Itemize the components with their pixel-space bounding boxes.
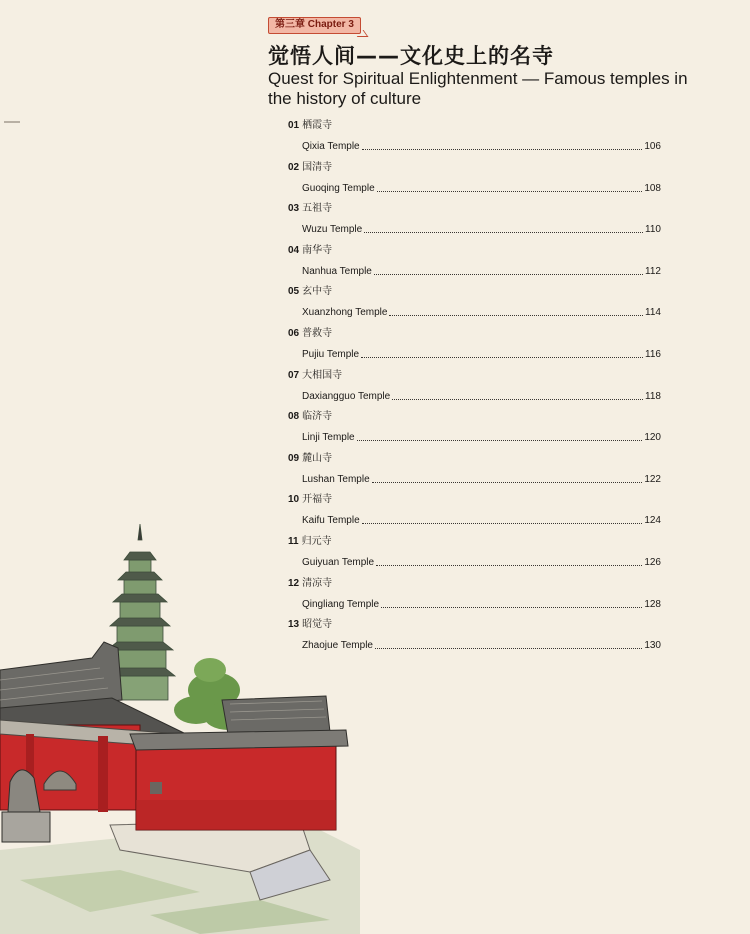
toc-page-number: 114 (645, 307, 661, 319)
toc-heading (288, 119, 332, 133)
toc-leader-dots (362, 148, 643, 150)
toc-english-name: Nanhua Temple (302, 265, 372, 277)
toc-number: 05 (288, 286, 300, 298)
toc-line (302, 430, 661, 444)
toc-page-number: 116 (645, 348, 661, 360)
toc-heading (288, 244, 332, 258)
toc-number: 02 (288, 161, 300, 173)
chapter-title-chinese: 觉悟人间——文化史上的名寺 (268, 44, 554, 68)
toc-entry[interactable] (288, 202, 660, 244)
toc-chinese-name: 五祖寺 (302, 203, 333, 215)
toc-number: 10 (288, 494, 300, 506)
toc-entry[interactable] (288, 410, 660, 452)
toc-chinese-name: 麓山寺 (302, 452, 333, 464)
toc-heading (288, 161, 332, 175)
toc-page-number: 130 (644, 640, 661, 652)
red-wall (0, 720, 348, 830)
toc-leader-dots (381, 606, 642, 608)
toc-chinese-name: 归元寺 (301, 535, 332, 547)
toc-page-number: 106 (644, 141, 661, 152)
toc-entry[interactable] (288, 244, 660, 286)
toc-number: 11 (288, 535, 299, 547)
toc-english-name: Xuanzhong Temple (302, 307, 388, 319)
toc-chinese-name: 大相国寺 (302, 369, 343, 381)
toc-entry[interactable] (288, 452, 660, 494)
chapter-tag: 第三章 Chapter 3 (268, 17, 361, 34)
toc-number: 03 (288, 203, 300, 215)
toc-leader-dots (361, 356, 643, 358)
toc-leader-dots (362, 522, 643, 524)
toc-english-name: Wuzu Temple (302, 224, 363, 236)
toc-english-name: Pujiu Temple (302, 348, 360, 360)
toc-chinese-name: 国清寺 (302, 161, 333, 173)
toc-english-name: Lushan Temple (302, 473, 370, 485)
toc-line (302, 139, 661, 153)
toc-english-name: Daxiangguo Temple (302, 390, 391, 402)
toc-heading (288, 285, 332, 299)
toc-entry[interactable] (288, 327, 660, 369)
toc-english-name: Linji Temple (302, 432, 355, 444)
toc-page-number: 122 (644, 473, 661, 485)
toc-heading (288, 202, 332, 216)
toc-english-name: Kaifu Temple (302, 515, 360, 527)
toc-leader-dots (392, 398, 643, 400)
toc-page-number: 108 (644, 182, 661, 194)
toc-heading (288, 493, 332, 507)
toc-leader-dots (377, 190, 643, 192)
toc-entry[interactable] (288, 369, 660, 411)
toc-line (302, 264, 661, 278)
toc-leader-dots (375, 647, 642, 649)
toc-english-name: Guiyuan Temple (302, 556, 375, 568)
toc-page-number: 118 (645, 390, 661, 402)
chapter-title-english: Quest for Spiritual Enlightenment — Famous temples in the history of culture (268, 69, 688, 108)
page-edge-mark (4, 121, 20, 123)
toc-line (302, 181, 661, 195)
toc-number: 01 (288, 120, 300, 131)
toc-number: 04 (288, 244, 300, 256)
toc-leader-dots (364, 231, 643, 233)
toc-heading (288, 410, 332, 424)
toc-heading (288, 369, 342, 383)
toc-chinese-name: 南华寺 (302, 244, 333, 256)
toc-entry[interactable] (288, 119, 660, 161)
toc-chinese-name: 临济寺 (302, 411, 333, 423)
toc-page-number: 120 (644, 432, 661, 444)
toc-line (302, 347, 661, 361)
toc-english-name: Zhaojue Temple (302, 640, 373, 652)
toc-line (302, 305, 661, 319)
toc-english-name: Qingliang Temple (302, 598, 380, 610)
toc-number: 06 (288, 327, 300, 339)
toc-leader-dots (357, 439, 643, 441)
toc-leader-dots (374, 273, 643, 275)
toc-chinese-name: 昭觉寺 (302, 619, 333, 631)
toc-page-number: 126 (644, 556, 661, 568)
toc-entry[interactable] (288, 285, 660, 327)
toc-chinese-name: 玄中寺 (302, 286, 333, 298)
toc-line (302, 472, 661, 486)
toc-page-number: 124 (644, 515, 661, 527)
toc-number: 12 (288, 577, 300, 589)
temple-illustration (0, 520, 360, 934)
toc-number: 13 (288, 619, 300, 631)
toc-page-number: 128 (644, 598, 661, 610)
toc-line (302, 389, 661, 403)
toc-leader-dots (376, 564, 642, 566)
toc-number: 09 (288, 452, 300, 464)
toc-heading (288, 452, 332, 466)
toc-page-number: 112 (645, 265, 661, 277)
toc-chinese-name: 普救寺 (302, 327, 333, 339)
toc-number: 08 (288, 411, 300, 423)
toc-leader-dots (372, 481, 643, 483)
toc-english-name: Guoqing Temple (302, 182, 375, 194)
toc-line (302, 222, 661, 236)
toc-heading (288, 327, 332, 341)
toc-leader-dots (389, 314, 643, 316)
toc-chinese-name: 清凉寺 (302, 577, 333, 589)
toc-page-number: 110 (645, 224, 661, 236)
toc-entry[interactable] (288, 161, 660, 203)
toc-number: 07 (288, 369, 300, 381)
toc-chinese-name: 开福寺 (302, 494, 333, 506)
toc-english-name: Qixia Temple (302, 141, 360, 152)
toc-chinese-name: 栖霞寺 (302, 120, 333, 131)
